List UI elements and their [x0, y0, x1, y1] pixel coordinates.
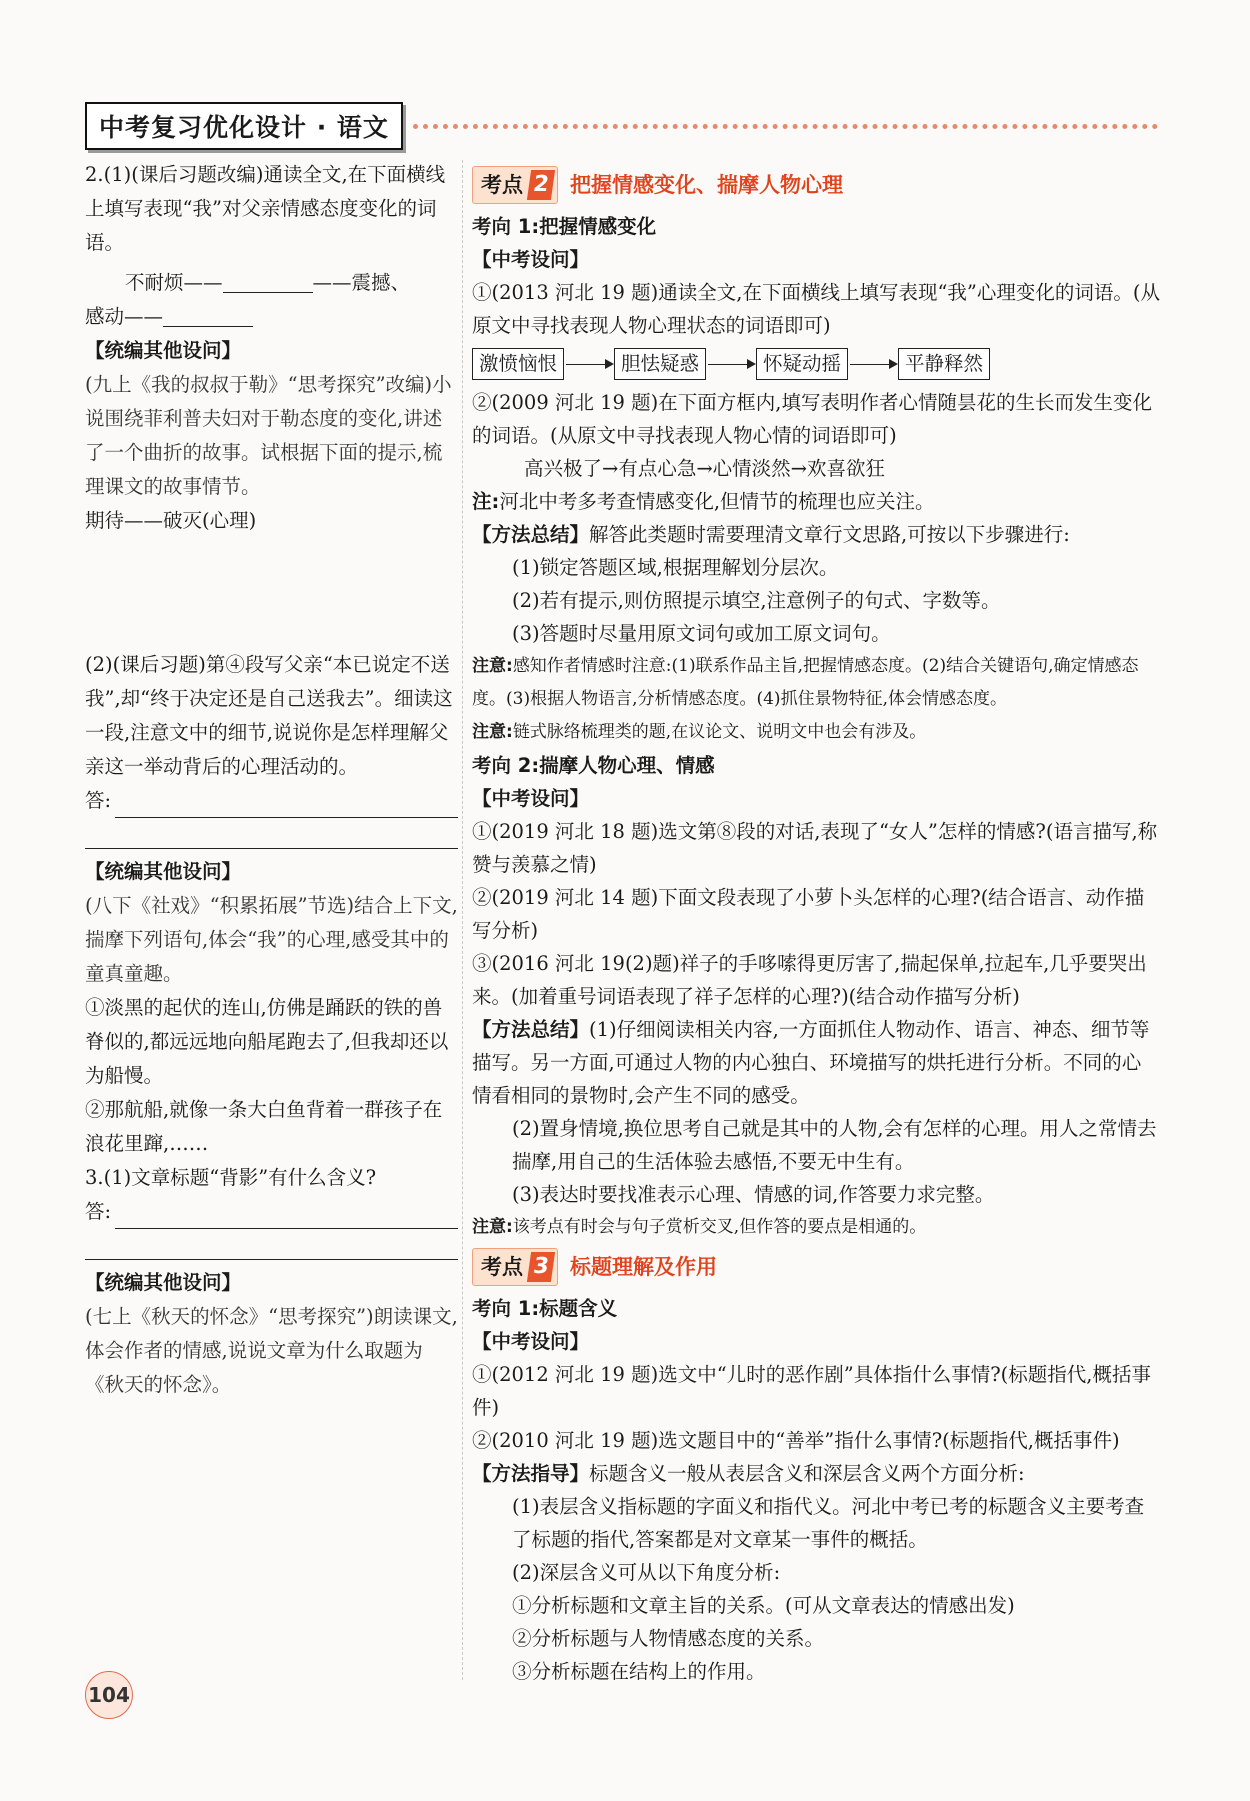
kaodian-title: 标题理解及作用 [570, 1254, 717, 1279]
zhongkao-3-question-2: ②(2010 河北 19 题)选文题目中的“善举”指什么事情?(标题指代,概括事件) [472, 1429, 1120, 1452]
header-dotted-rule [413, 124, 1158, 129]
arrow-icon [850, 364, 896, 365]
kaodian-badge [472, 1248, 558, 1286]
method-text: 标题含义一般从表层含义和深层含义两个方面分析: [589, 1462, 1025, 1485]
page-number: 104 [85, 1671, 133, 1719]
kaodian-3-header [472, 1248, 1160, 1286]
method-1-step-1: (1)锁定答题区域,根据理解划分层次。 [512, 556, 839, 579]
other-question-title-2: 【统编其他设问】 [85, 860, 242, 883]
attention-text: 该考点有时会与句子赏析交叉,但作答的要点是相通的。 [512, 1217, 927, 1237]
page-header [85, 102, 1158, 150]
answer-line-3[interactable] [115, 1206, 458, 1229]
book-title: 中考复习优化设计 · 语文 [85, 102, 403, 150]
attention-label: 注意: [472, 722, 513, 742]
other-question-2: (八下《社戏》“积累拓展”节选)结合上下文,揣摩下列语句,体会“我”的心理,感受其中的童真童趣。 [85, 894, 458, 985]
flow-step-1: 激愤恼恨 [472, 348, 564, 380]
method-1-step-2: (2)若有提示,则仿照提示填空,注意例子的句式、字数等。 [512, 589, 1001, 612]
kaodian-number: 2 [527, 170, 555, 200]
flow-step-2: 胆怯疑惑 [614, 348, 706, 380]
blank-2[interactable] [163, 304, 253, 327]
answer-label-2: 答: [85, 1200, 112, 1223]
emotion-chain: 高兴极了→有点心急→心情淡然→欢喜欲狂 [524, 457, 886, 480]
answer-line-2[interactable] [85, 848, 458, 849]
other-question-2-item-2: ②那航船,就像一条大白鱼背着一群孩子在浪花里蹿,…… [85, 1098, 443, 1155]
question-2-1: 2.(1)(课后习题改编)通读全文,在下面横线上填写表现“我”对父亲情感态度变化的词语。 [85, 163, 446, 254]
method-2-step-2: (2)置身情境,换位思考自己就是其中的人物,会有怎样的心理。用人之常情去揣摩,用自己的生活体验去感悟,不要无中生有。 [512, 1117, 1157, 1173]
zhongkao-title-2: 【中考设问】 [472, 787, 590, 810]
fill-label-c: 感动—— [85, 305, 164, 328]
other-question-title-1: 【统编其他设问】 [85, 339, 242, 362]
method-label: 【方法总结】 [472, 1018, 590, 1041]
attention-3 [472, 1211, 1160, 1244]
other-question-3: (七上《秋天的怀念》“思考探究”)朗读课文,体会作者的情感,说说文章为什么取题为《秋天的怀念》。 [85, 1305, 458, 1396]
method-text: 解答此类题时需要理清文章行文思路,可按以下步骤进行: [589, 523, 1070, 546]
method-2 [472, 1013, 1160, 1112]
column-divider [462, 160, 463, 1680]
zhongkao-2-question-2: ②(2019 河北 14 题)下面文段表现了小萝卜头怎样的心理?(结合语言、动作描写分析) [472, 886, 1145, 942]
fill-line-2 [85, 300, 458, 334]
method-1-step-3: (3)答题时尽量用原文词句或加工原文词句。 [512, 622, 891, 645]
arrow-icon [708, 364, 754, 365]
answer-label: 答: [85, 789, 112, 812]
method-3-angle-2: ②分析标题与人物情感态度的关系。 [512, 1627, 825, 1650]
method-3-step-2: (2)深层含义可从以下角度分析: [512, 1561, 781, 1584]
attention-label: 注意: [472, 1217, 513, 1237]
method-3-step-1: (1)表层含义指标题的字面义和指代义。河北中考已考的标题含义主要考查了标题的指代,答案都是对文章某一事件的概括。 [512, 1495, 1145, 1551]
attention-label: 注意: [472, 656, 513, 676]
other-question-1-hint: 期待——破灭(心理) [85, 509, 257, 532]
method-3-angle-3: ③分析标题在结构上的作用。 [512, 1660, 766, 1683]
note-1 [472, 485, 1160, 518]
other-question-1: (九上《我的叔叔于勒》“思考探究”改编)小说围绕菲利普夫妇对于勒态度的变化,讲述了一个曲折的故事。试根据下面的提示,梳理课文的故事情节。 [85, 373, 452, 498]
emotion-flow-chart [472, 348, 1160, 380]
zhongkao-question-1: ①(2013 河北 19 题)通读全文,在下面横线上填写表现“我”心理变化的词语。(从原文中寻找表现人物心理状态的词语即可) [472, 281, 1160, 337]
other-question-title-3: 【统编其他设问】 [85, 1271, 242, 1294]
method-3 [472, 1457, 1160, 1490]
note-label: 注: [472, 490, 500, 513]
fill-label-b: ——震撼、 [312, 271, 411, 294]
method-text: (1)仔细阅读相关内容,一方面抓住人物动作、语言、神态、细节等描写。另一方面,可通过人物的内心独白、环境描写的烘托进行分析。不同的心情看相同的景物时,会产生不同的感受。 [472, 1018, 1150, 1107]
right-column [472, 162, 1160, 1688]
question-2-2: (2)(课后习题)第④段写父亲“本已说定不送我”,却“终于决定还是自己送我去”。细读这一段,注意文中的细节,说说你是怎样理解父亲这一举动背后的心理活动的。 [85, 653, 453, 778]
answer-row-2 [85, 1195, 458, 1229]
zhongkao-question-2: ②(2009 河北 19 题)在下面方框内,填写表明作者心情随昙花的生长而发生变化的词语。(从原文中寻找表现人物心情的词语即可) [472, 391, 1152, 447]
zhongkao-2-question-1: ①(2019 河北 18 题)选文第⑧段的对话,表现了“女人”怎样的情感?(语言描写,称赞与羡慕之情) [472, 820, 1158, 876]
zhongkao-title-3: 【中考设问】 [472, 1330, 590, 1353]
zhongkao-3-question-1: ①(2012 河北 19 题)选文中“儿时的恶作剧”具体指什么事情?(标题指代,概括事件) [472, 1363, 1151, 1419]
direction-1: 考向 1:把握情感变化 [472, 215, 657, 238]
arrow-icon [566, 364, 612, 365]
attention-text: 链式脉络梳理类的题,在议论文、说明文中也会有涉及。 [512, 722, 927, 742]
method-label: 【方法指导】 [472, 1462, 590, 1485]
question-3-1: 3.(1)文章标题“背影”有什么含义? [85, 1166, 377, 1189]
answer-space-1[interactable] [85, 538, 458, 648]
answer-row-1 [85, 784, 458, 818]
fill-label-a: 不耐烦—— [125, 271, 223, 294]
attention-1 [472, 650, 1160, 716]
method-3-angle-1: ①分析标题和文章主旨的关系。(可从文章表达的情感出发) [512, 1594, 1015, 1617]
answer-line-1[interactable] [115, 795, 458, 818]
kaodian-number: 3 [527, 1252, 555, 1282]
method-1 [472, 518, 1160, 551]
left-column [85, 158, 458, 1402]
flow-step-3: 怀疑动摇 [756, 348, 848, 380]
zhongkao-2-question-3: ③(2016 河北 19(2)题)祥子的手哆嗦得更厉害了,揣起保单,拉起车,几乎要哭出来。(加着重号词语表现了祥子怎样的心理?)(结合动作描写分析) [472, 952, 1147, 1008]
kaodian-2-header [472, 166, 1160, 204]
flow-step-4: 平静释然 [898, 348, 990, 380]
method-2-step-3: (3)表达时要找准表示心理、情感的词,作答要力求完整。 [512, 1183, 995, 1206]
attention-2 [472, 716, 1160, 749]
direction-2: 考向 2:揣摩人物心理、情感 [472, 754, 715, 777]
fill-line-1 [85, 266, 458, 300]
kaodian-title: 把握情感变化、揣摩人物心理 [570, 172, 843, 197]
direction-3: 考向 1:标题含义 [472, 1297, 618, 1320]
method-label: 【方法总结】 [472, 523, 590, 546]
note-text: 河北中考多考查情感变化,但情节的梳理也应关注。 [499, 490, 935, 513]
kaodian-badge [472, 166, 558, 204]
blank-1[interactable] [223, 270, 313, 293]
zhongkao-title-1: 【中考设问】 [472, 248, 590, 271]
other-question-2-item-1: ①淡黑的起伏的连山,仿佛是踊跃的铁的兽脊似的,都远远地向船尾跑去了,但我却还以为船慢。 [85, 996, 449, 1087]
kaodian-label: 考点 [481, 172, 523, 197]
answer-line-4[interactable] [85, 1259, 458, 1260]
attention-text: 感知作者情感时注意:(1)联系作品主旨,把握情感态度。(2)结合关键语句,确定情感态度。(3)根据人物语言,分析情感态度。(4)抓住景物特征,体会情感态度。 [472, 656, 1139, 709]
kaodian-label: 考点 [481, 1254, 523, 1279]
